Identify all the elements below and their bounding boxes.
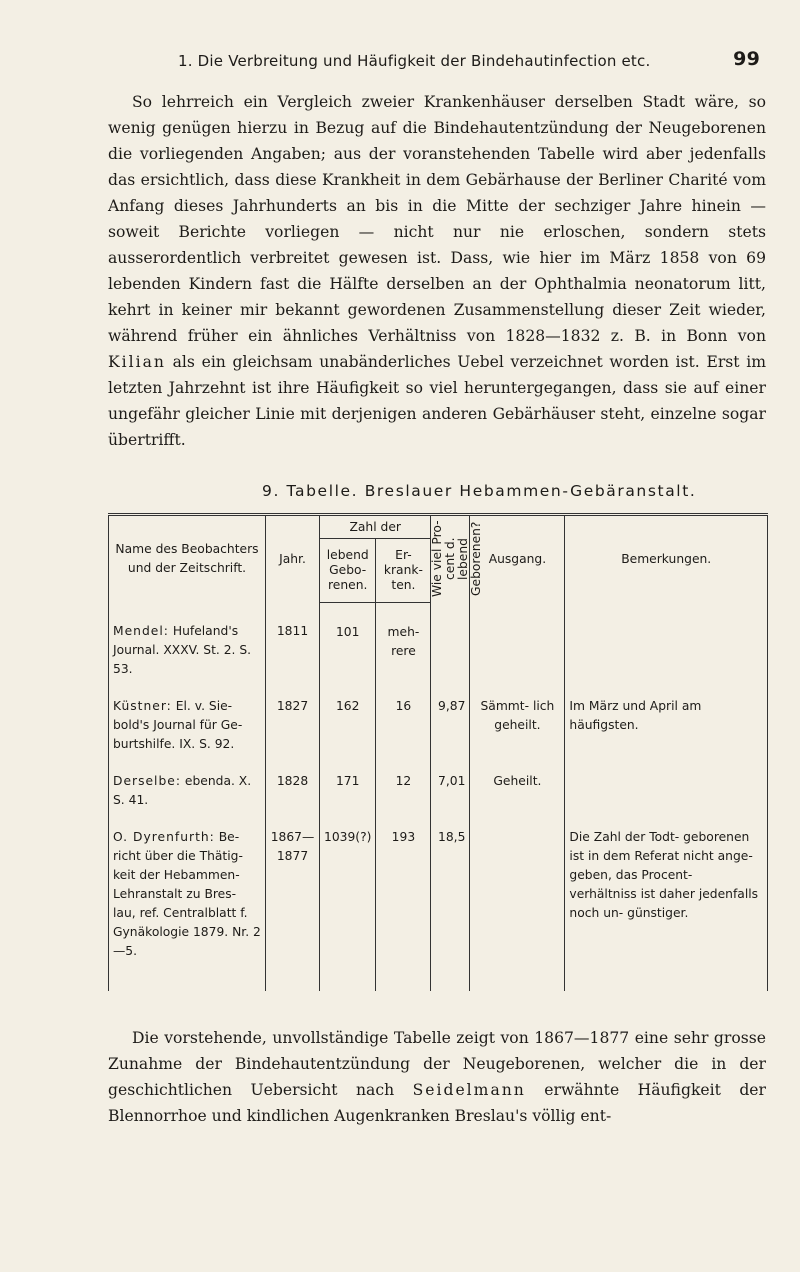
cell-sick: 193: [376, 810, 431, 991]
cell-percent: 7,01: [431, 754, 470, 810]
table-caption: 9. Tabelle. Breslauer Hebammen-Gebäranstalt.: [262, 482, 697, 500]
paragraph-1: [108, 89, 766, 453]
paragraph-1-text-b: als ein gleichsam unabänderliches Uebel verzeichnet worden ist. Erst im letzten Jahrzehnt ist ihre Häufigkeit so viel heruntergegangen, dass sie auf einer ungefähr gleicher Linie mit derjenigen anderen Gebärhäuser steht, einzelne sogar übertrifft.: [108, 353, 766, 449]
paragraph-2-text-a: Die vorstehende, unvollständige Tabelle zeigt von 1867—1877 eine sehr grosse Zunahme der Bindehautentzündung der Neugeborenen, welcher die in der geschichtlichen Uebersicht nach: [108, 1029, 766, 1099]
cell-author: Derselbe: ebenda. X. S. 41.: [109, 754, 266, 810]
header-living: lebend Gebo- renen.: [320, 539, 376, 602]
author-name-kilian: Kilian: [108, 353, 166, 371]
header-remarks: Bemerkungen.: [565, 515, 768, 603]
cell-author: O. Dyrenfurth: Be- richt über die Thätig- keit der Hebammen- Lehranstalt zu Bres- lau, ref. Centralblatt f. Gynäkologie 1879. Nr. 2—5.: [109, 810, 266, 991]
header-outcome: Ausgang.: [470, 515, 565, 603]
cell-year: 1811: [266, 602, 320, 679]
header-name: Name des Beobachters und der Zeitschrift.: [109, 515, 266, 603]
table-row: [109, 602, 768, 679]
paragraph-2-text-b: erwähnte Häufigkeit der Blennorrhoe und kindlichen Augenkranken Breslau's völlig ent-: [108, 1081, 766, 1125]
cell-percent: [431, 602, 470, 679]
cell-remarks: Im März und April am häufigsten.: [565, 679, 768, 754]
cell-sick: 16: [376, 679, 431, 754]
paragraph-1-text-a: So lehrreich ein Vergleich zweier Krankenhäuser derselben Stadt wäre, so wenig genügen hierzu in Bezug auf die Bindehautentzündung der Neugeborenen die vorliegenden Angaben; aus der voranstehenden Tabelle wird aber jedenfalls das ersichtlich, dass diese Krankheit in dem Gebärhause der Berliner Charité vom Anfang dieses Jahrhunderts an bis in die Mitte der sechziger Jahre hinein — soweit Berichte vorliegen — nicht nur nie erloschen, sondern stets ausserordentlich verbreitet gewesen ist. Dass, wie hier im März 1858 von 69 lebenden Kindern fast die Hälfte derselben an der Ophthalmia neonatorum litt, kehrt in keiner mir bekannt gewordenen Zusammenstellung dieser Zeit wieder, während früher ein ähnliches Verhältniss von 1828—1832 z. B. in Bonn von: [108, 93, 766, 345]
cell-sick: 12: [376, 754, 431, 810]
cell-outcome: [470, 810, 565, 991]
cell-outcome: Sämmt- lich geheilt.: [470, 679, 565, 754]
header-sick: Er- krank- ten.: [376, 539, 431, 602]
author-name-seidelmann: Seidelmann: [412, 1081, 526, 1099]
cell-remarks: [565, 754, 768, 810]
cell-remarks: [565, 602, 768, 679]
cell-percent: 9,87: [431, 679, 470, 754]
running-title: 1. Die Verbreitung und Häufigkeit der Bindehautinfection etc.: [178, 52, 651, 70]
running-header: [178, 48, 778, 70]
table-row: [109, 679, 768, 754]
cell-outcome: Geheilt.: [470, 754, 565, 810]
page-number: 99: [733, 48, 760, 70]
header-percent: Wie viel Pro- cent d. lebend Geborenen?: [431, 515, 470, 603]
cell-living: 162: [320, 679, 376, 754]
paragraph-2: [108, 1025, 766, 1129]
table-row: [109, 810, 768, 991]
data-table: [108, 513, 768, 991]
header-year: Jahr.: [266, 515, 320, 603]
cell-living: 171: [320, 754, 376, 810]
cell-living: 101: [320, 602, 376, 679]
cell-outcome: [470, 602, 565, 679]
cell-living: 1039(?): [320, 810, 376, 991]
cell-year: 1827: [266, 679, 320, 754]
header-count-group: Zahl der: [320, 515, 431, 539]
cell-author: Mendel: Hufeland's Journal. XXXV. St. 2. S. 53.: [109, 602, 266, 679]
cell-remarks: Die Zahl der Todt- geborenen ist in dem Referat nicht ange- geben, das Procent- verhältniss ist daher jedenfalls noch un- günstiger.: [565, 810, 768, 991]
cell-sick: meh- rere: [376, 602, 431, 679]
cell-author: Küstner: El. v. Sie- bold's Journal für Ge- burtshilfe. IX. S. 92.: [109, 679, 266, 754]
cell-year: 1867— 1877: [266, 810, 320, 991]
table-row: [109, 754, 768, 810]
cell-percent: 18,5: [431, 810, 470, 991]
cell-year: 1828: [266, 754, 320, 810]
